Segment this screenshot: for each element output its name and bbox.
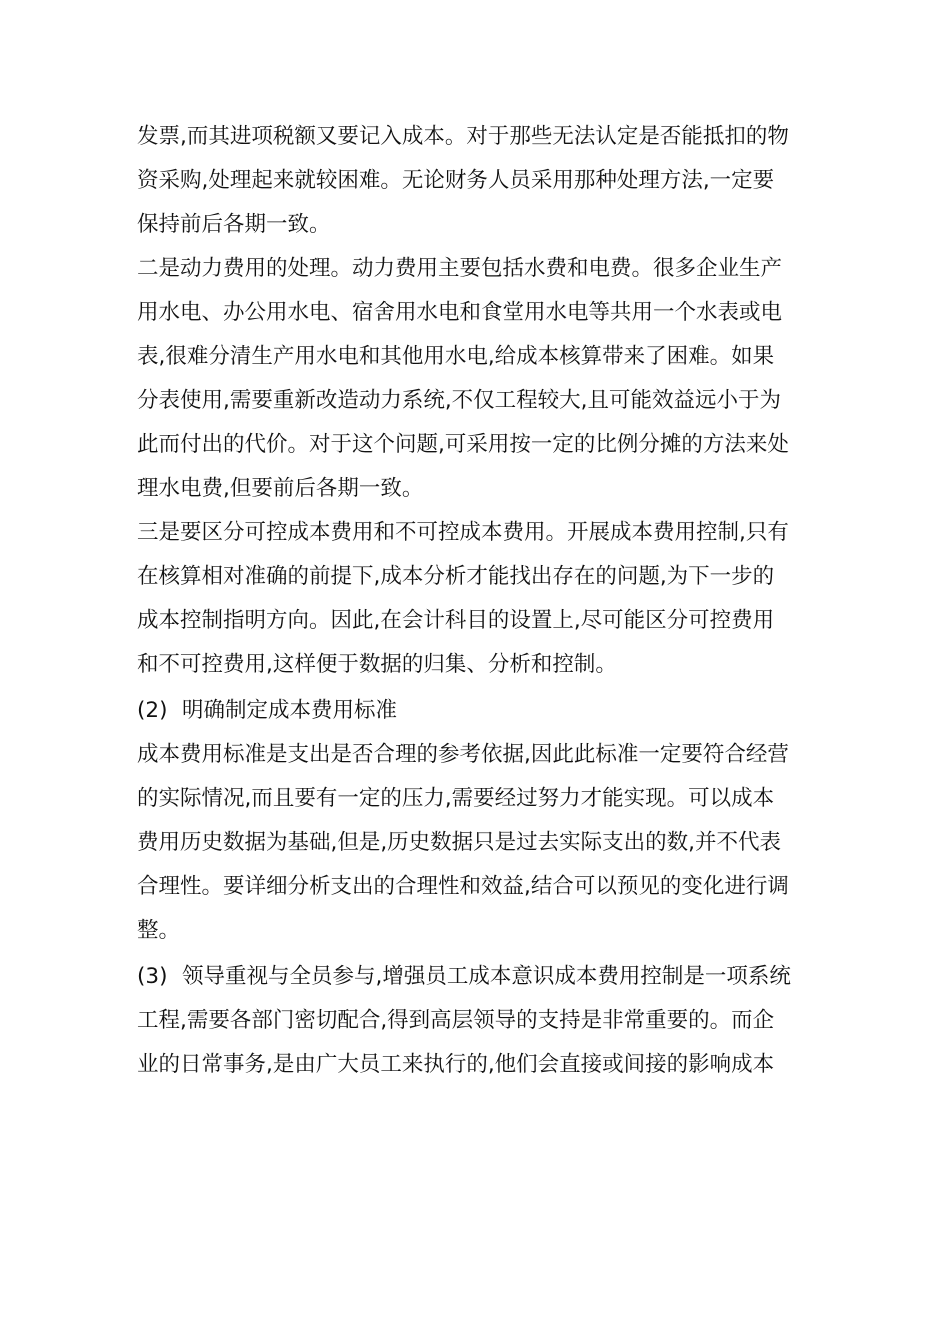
text-line: 工程,需要各部门密切配合,得到高层领导的支持是非常重要的。而企 [137, 1008, 775, 1033]
text-line: 保持前后各期一致。 [137, 212, 331, 237]
section-heading-text: 明确制定成本费用标准 [182, 698, 398, 723]
text-line: 合理性。要详细分析支出的合理性和效益,结合可以预见的变化进行调 [137, 874, 789, 899]
text-line: 在核算相对准确的前提下,成本分析才能找出存在的问题,为下一步的 [137, 564, 775, 589]
text-line: 业的日常事务,是由广大员工来执行的,他们会直接或间接的影响成本 [137, 1052, 775, 1077]
text-line: 成本费用标准是支出是否合理的参考依据,因此此标准一定要符合经营 [137, 742, 789, 767]
section-heading [137, 689, 827, 733]
text-line: 此而付出的代价。对于这个问题,可采用按一定的比例分摊的方法来处 [137, 432, 789, 457]
text-line: 用水电、办公用水电、宿舍用水电和食堂用水电等共用一个水表或电 [137, 300, 783, 325]
section-heading-text: 领导重视与全员参与,增强员工成本意识成本费用控制是一项系统 [182, 964, 791, 989]
text-line: 三是要区分可控成本费用和不可控成本费用。开展成本费用控制,只有 [137, 520, 789, 545]
text-line: 整。 [137, 918, 181, 943]
section-number: (2) [137, 698, 168, 723]
document-body [137, 115, 827, 1087]
text-line: 表,很难分清生产用水电和其他用水电,给成本核算带来了困难。如果 [137, 344, 775, 369]
section-number: (3) [137, 964, 168, 989]
text-line: 资采购,处理起来就较困难。无论财务人员采用那种处理方法,一定要 [137, 168, 775, 193]
text-line: 和不可控费用,这样便于数据的归集、分析和控制。 [137, 652, 617, 677]
text-line: 理水电费,但要前后各期一致。 [137, 476, 424, 501]
text-line: 发票,而其进项税额又要记入成本。对于那些无法认定是否能抵扣的物 [137, 124, 789, 149]
section-heading [137, 955, 827, 999]
text-line: 二是动力费用的处理。动力费用主要包括水费和电费。很多企业生产 [137, 256, 783, 281]
text-line: 成本控制指明方向。因此,在会计科目的设置上,尽可能区分可控费用 [137, 608, 775, 633]
text-line: 分表使用,需要重新改造动力系统,不仅工程较大,且可能效益远小于为 [137, 388, 782, 413]
text-line: 费用历史数据为基础,但是,历史数据只是过去实际支出的数,并不代表 [137, 830, 782, 855]
text-line: 的实际情况,而且要有一定的压力,需要经过努力才能实现。可以成本 [137, 786, 775, 811]
